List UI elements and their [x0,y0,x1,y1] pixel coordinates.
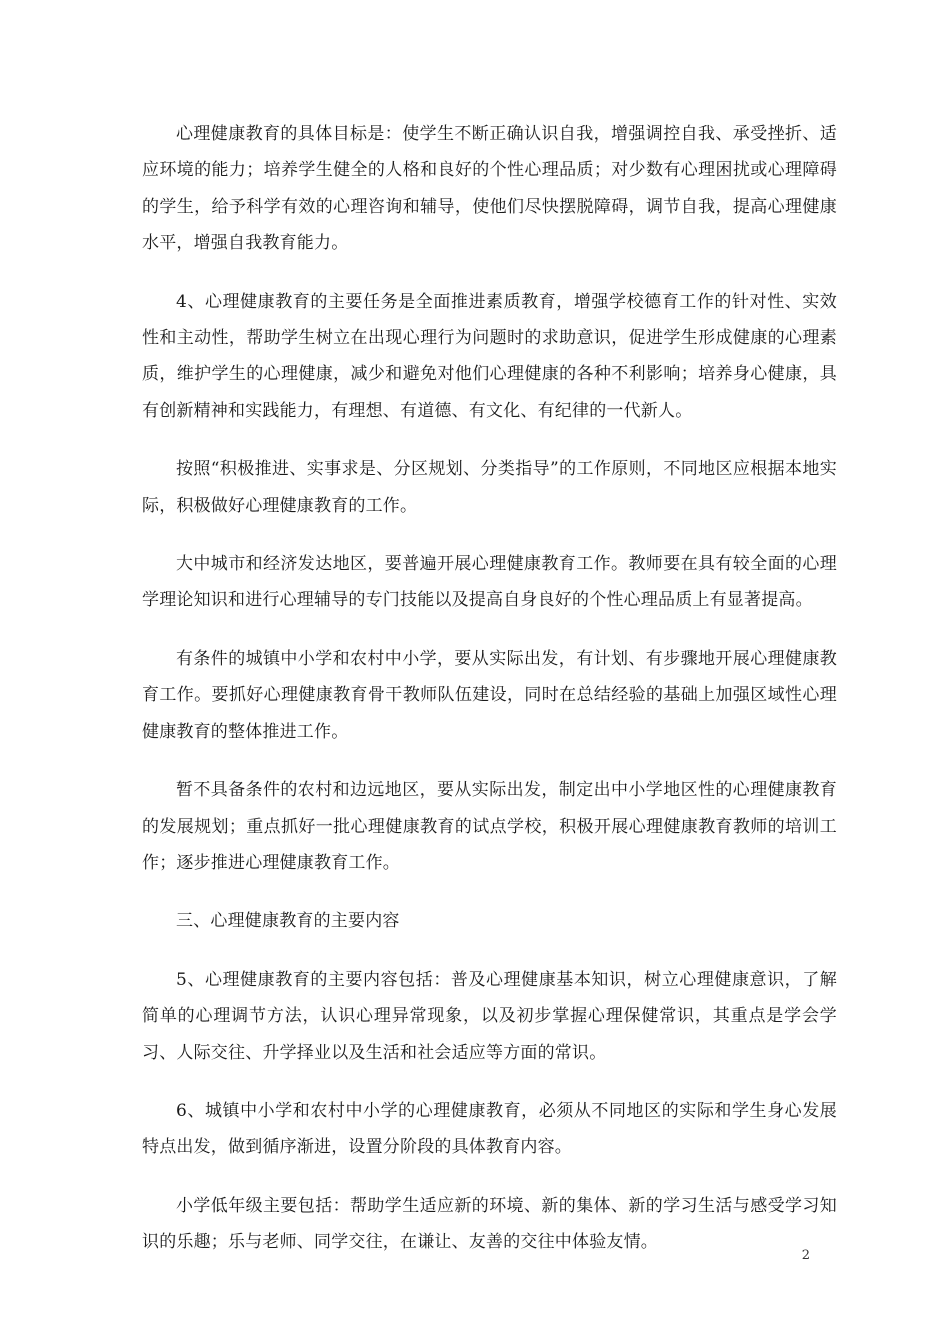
document-body [142,116,837,1283]
paragraph-goals: 心理健康教育的具体目标是：使学生不断正确认识自我，增强调控自我、承受挫折、适应环境的能力；培养学生健全的人格和良好的个性心理品质；对少数有心理困扰或心理障碍的学生，给予科学有效的心理咨询和辅导，使他们尽快摆脱障碍，调节自我，提高心理健康水平，增强自我教育能力。 [142,124,837,254]
paragraph-qualified-schools: 有条件的城镇中小学和农村中小学，要从实际出发，有计划、有步骤地开展心理健康教育工作。要抓好心理健康教育骨干教师队伍建设，同时在总结经验的基础上加强区域性心理健康教育的整体推进工作。 [142,648,837,742]
paragraph-content-overview: 5、心理健康教育的主要内容包括：普及心理健康基本知识，树立心理健康意识，了解简单的心理调节方法，认识心理异常现象，以及初步掌握心理保健常识，其重点是学会学习、人际交往、升学择业以及生活和社会适应等方面的常识。 [142,969,837,1063]
paragraph-remote-areas: 暂不具备条件的农村和边远地区，要从实际出发，制定出中小学地区性的心理健康教育的发展规划；重点抓好一批心理健康教育的试点学校，积极开展心理健康教育教师的培训工作；逐步推进心理健康教育工作。 [142,780,837,873]
page-number: 2 [801,1248,810,1263]
paragraph-work-principle: 按照“积极推进、实事求是、分区规划、分类指导”的工作原则，不同地区应根据本地实际，积极做好心理健康教育的工作。 [142,459,837,516]
paragraph-staged-content: 6、城镇中小学和农村中小学的心理健康教育，必须从不同地区的实际和学生身心发展特点出发，做到循序渐进，设置分阶段的具体教育内容。 [142,1100,837,1158]
paragraph-main-task: 4、心理健康教育的主要任务是全面推进素质教育，增强学校德育工作的针对性、实效性和主动性，帮助学生树立在出现心理行为问题时的求助意识，促进学生形成健康的心理素质，维护学生的心理健康，减少和避免对他们心理健康的各种不利影响；培养身心健康，具有创新精神和实践能力，有理想、有道德、有文化、有纪律的一代新人。 [142,291,837,421]
paragraph-large-cities: 大中城市和经济发达地区，要普遍开展心理健康教育工作。教师要在具有较全面的心理学理论知识和进行心理辅导的专门技能以及提高自身良好的个性心理品质上有显著提高。 [142,554,837,611]
paragraph-lower-grades: 小学低年级主要包括：帮助学生适应新的环境、新的集体、新的学习生活与感受学习知识的乐趣；乐与老师、同学交往，在谦让、友善的交往中体验友情。 [142,1195,837,1253]
section-heading-main-content: 三、心理健康教育的主要内容 [176,911,400,932]
